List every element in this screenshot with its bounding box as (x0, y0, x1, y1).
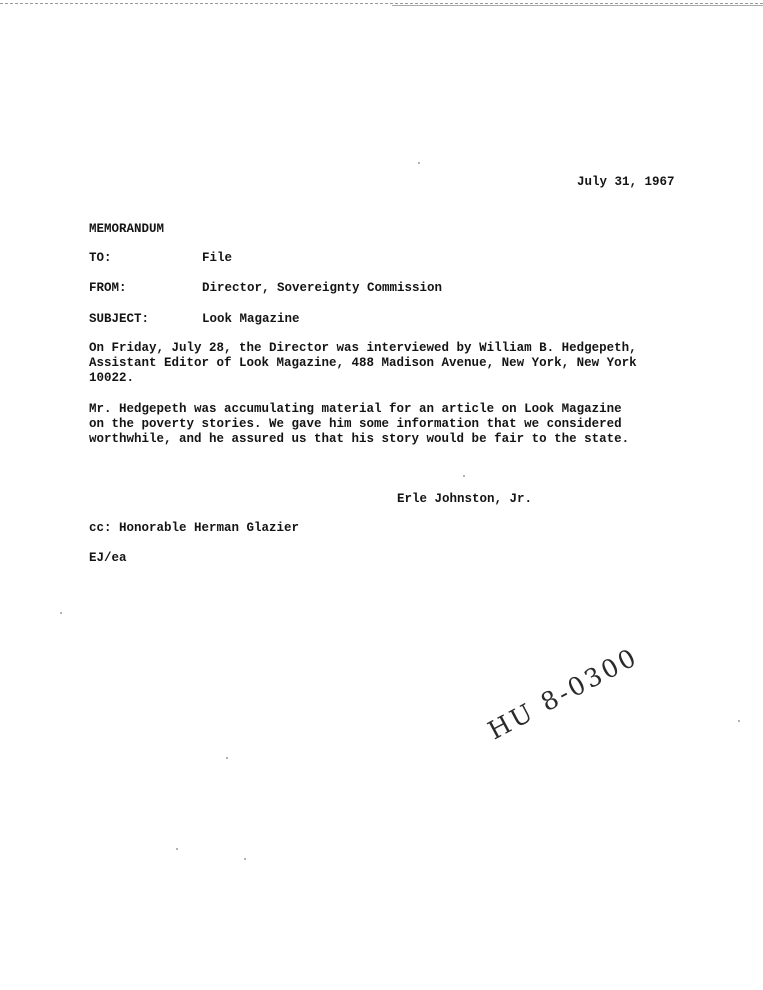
scan-speck (463, 475, 465, 477)
scan-speck (60, 612, 62, 614)
memo-paragraph-1: On Friday, July 28, the Director was interviewed by William B. Hedgepeth, Assistant Editor of Look Magazine, 488 Madison Avenue, New York, New York 10022. (89, 341, 637, 385)
memo-date: July 31, 1967 (577, 175, 675, 189)
to-value: File (202, 251, 233, 265)
from-label: FROM: (89, 281, 127, 295)
scan-speck (738, 720, 740, 722)
subject-value: Look Magazine (202, 312, 300, 326)
top-scan-edge (0, 3, 763, 4)
to-label: TO: (89, 251, 112, 265)
subject-label: SUBJECT: (89, 312, 150, 326)
scan-speck (176, 848, 178, 850)
typist-initials: EJ/ea (89, 551, 127, 565)
handwritten-file-number: HU 8-0300 (483, 641, 644, 746)
memo-heading: MEMORANDUM (89, 222, 165, 236)
cc-line: cc: Honorable Herman Glazier (89, 521, 300, 535)
scan-speck (226, 757, 228, 759)
signature-line: Erle Johnston, Jr. (397, 492, 533, 506)
top-scan-edge-solid (392, 5, 763, 6)
memo-paragraph-2: Mr. Hedgepeth was accumulating material for an article on Look Magazine on the poverty stories. We gave him some information that we considered worthwhile, and he assured us that his story would be fair to the state. (89, 402, 630, 446)
scan-speck (418, 162, 420, 164)
scan-speck (244, 858, 246, 860)
from-value: Director, Sovereignty Commission (202, 281, 443, 295)
